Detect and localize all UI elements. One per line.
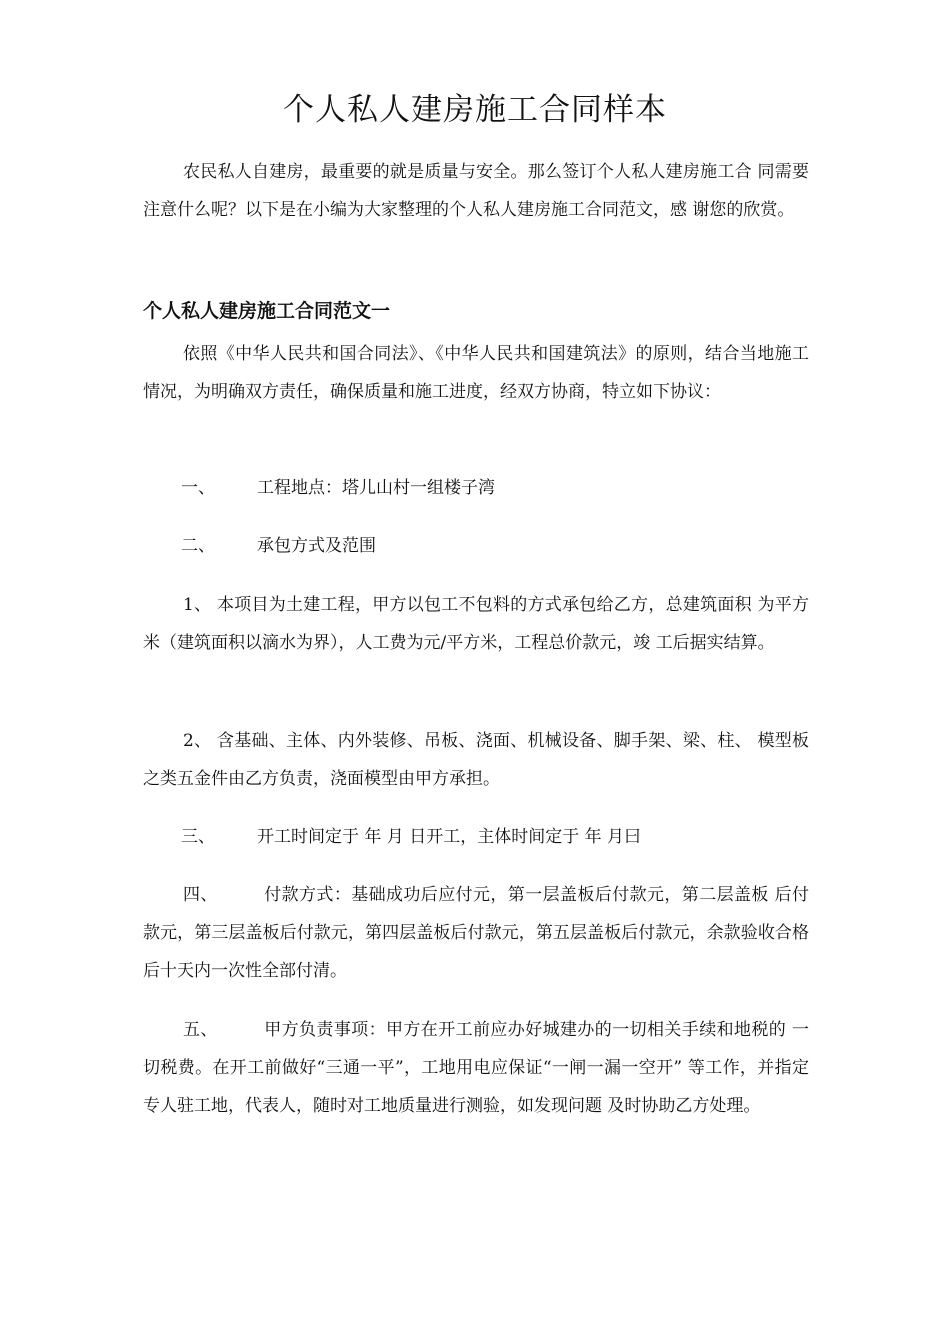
clause-1-number: 一、 [181,478,215,498]
clause-1-text: 工程地点：塔儿山村一组楼子湾 [257,478,495,498]
clause-4: 四、 付款方式：基础成功后应付元，第一层盖板后付款元，第二层盖板 后付款元，第三层盖板后付款元，第四层盖板后付款元，第五层盖板后付款元，余款验收合格后十天内一次性全部付清。 [143,885,809,981]
clause-2-text: 承包方式及范围 [257,536,376,556]
preamble-paragraph: 依照《中华人民共和国合同法》、《中华人民共和国建筑法》的原则，结合当地施工情况，为明确双方责任，确保质量和施工进度，经双方协商，特立如下协议： [143,344,809,402]
clause-1 [181,469,809,507]
intro-paragraph: 农民私人自建房，最重要的就是质量与安全。那么签订个人私人建房施工合 同需要注意什么呢？以下是在小编为大家整理的个人私人建房施工合同范文，感 谢您的欣赏。 [143,162,809,220]
sub-clause-1: 1、 本项目为土建工程，甲方以包工不包料的方式承包给乙方，总建筑面积 为平方米（建筑面积以滴水为界），人工费为元/平方米，工程总价款元，竣 工后据实结算。 [143,595,809,653]
clause-5: 五、 甲方负责事项：甲方在开工前应办好城建办的一切相关手续和地税的 一切税费。在开工前做好“三通一平”，工地用电应保证“一闸一漏一空开” 等工作，并指定专人驻工地，代表人，随时对工地质量进行测验，如发现问题 及时协助乙方处理。 [143,1020,809,1116]
section-heading: 个人私人建房施工合同范文一 [143,300,391,322]
sub-clause-2: 2、 含基础、主体、内外装修、吊板、浇面、机械设备、脚手架、梁、柱、 模型板之类五金件由乙方负责，浇面模型由甲方承担。 [143,731,809,789]
clause-3 [181,818,809,856]
clause-3-text: 开工时间定于 年 月 日开工，主体时间定于 年 月曰 [257,827,642,847]
document-title: 个人私人建房施工合同样本 [283,92,667,128]
clause-2-number: 二、 [181,536,215,556]
clause-3-number: 三、 [181,827,215,847]
clause-2 [181,527,809,565]
